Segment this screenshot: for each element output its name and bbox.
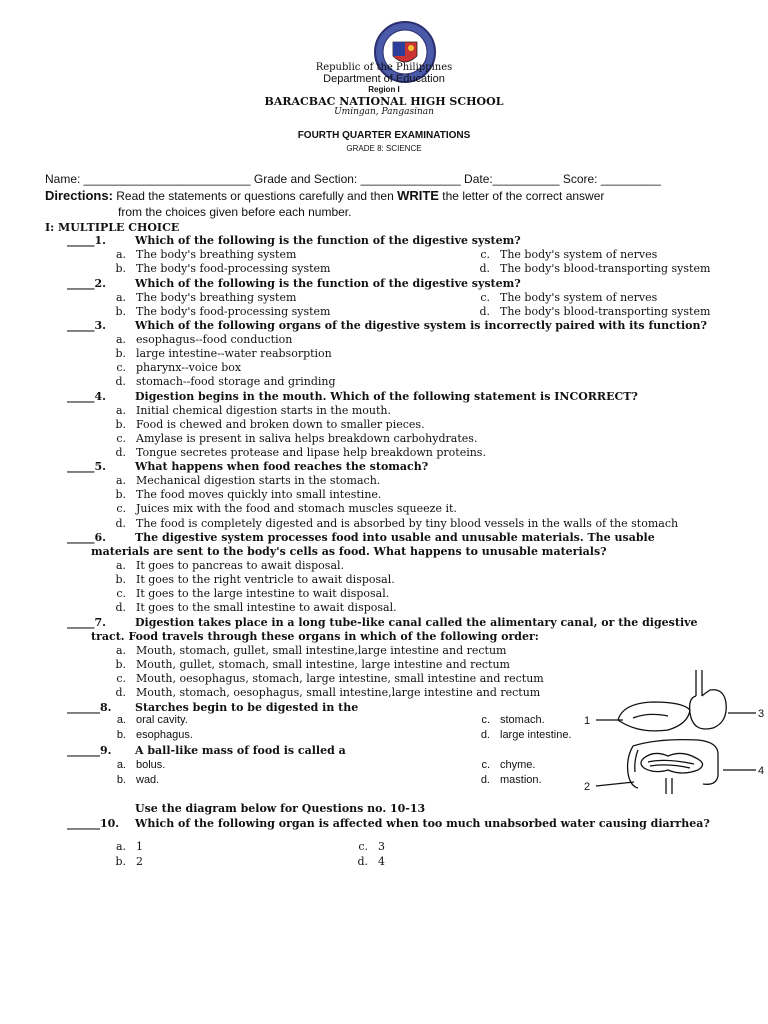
choice-letter: a.: [115, 333, 126, 346]
choice-text: esophagus.: [136, 729, 193, 741]
question-text: Which of the following organ is affected when too much unabsorbed water causing diarrhea?: [135, 817, 710, 830]
choice-letter: d.: [115, 686, 126, 699]
choice-letter: d.: [480, 774, 490, 786]
choice-text: The body's blood-transporting system: [500, 305, 711, 318]
choice: [344, 855, 385, 868]
student-info-line: [45, 172, 661, 186]
choice-letter: c.: [116, 361, 126, 374]
choice-text: Initial chemical digestion starts in the mouth.: [136, 404, 391, 417]
choice-text: It goes to pancreas to await disposal.: [136, 559, 345, 572]
choice-letter: d.: [115, 375, 126, 388]
question-text: Which of the following is the function of the digestive system?: [135, 277, 521, 290]
choice-letter: b.: [115, 305, 126, 318]
question-4: [67, 390, 638, 403]
answer-blank[interactable]: _____4.: [67, 390, 106, 403]
choice: [102, 644, 506, 657]
answer-blank[interactable]: ______10.: [67, 817, 120, 830]
choice-letter: a.: [116, 759, 126, 771]
choice: [102, 305, 330, 318]
score-field[interactable]: Score: _________: [562, 172, 661, 186]
choice-letter: b.: [116, 729, 126, 741]
choice-text: 4: [378, 855, 385, 868]
choice: [102, 488, 381, 501]
choice-letter: c.: [480, 291, 490, 304]
question-text: Digestion begins in the mouth. Which of the following statement is INCORRECT?: [135, 390, 638, 403]
directions: [45, 188, 604, 203]
question-text: A ball-like mass of food is called a: [135, 744, 346, 757]
choice-text: Tongue secretes protease and lipase help breakdown proteins.: [136, 446, 486, 459]
choice-text: The food is completely digested and is absorbed by tiny blood vessels in the walls of the stomach: [136, 517, 679, 530]
choice-letter: b.: [115, 262, 126, 275]
choice-letter: b.: [115, 658, 126, 671]
choice-letter: c.: [116, 587, 126, 600]
choice: [344, 840, 385, 853]
name-field[interactable]: Name: _________________________: [45, 172, 254, 186]
choice-text: stomach--food storage and grinding: [136, 375, 336, 388]
choice: [466, 248, 657, 261]
choice-letter: b.: [115, 347, 126, 360]
choice-letter: a.: [116, 714, 126, 726]
choice-letter: b.: [115, 488, 126, 501]
grade-subject: GRADE 8: SCIENCE: [346, 144, 422, 153]
choice-text: Food is chewed and broken down to smaller pieces.: [136, 418, 425, 431]
choice-text: The body's blood-transporting system: [500, 262, 711, 275]
choice-text: large intestine.: [500, 729, 572, 741]
question-10: [67, 817, 710, 830]
choice: [102, 262, 330, 275]
choice-text: large intestine--water reabsorption: [136, 347, 332, 360]
choice: [102, 855, 143, 868]
school-address: Umingan, Pangasinan: [334, 107, 434, 117]
choice-letter: c.: [116, 672, 126, 685]
school-name: BARACBAC NATIONAL HIGH SCHOOL: [264, 95, 504, 108]
choice-letter: a.: [115, 404, 126, 417]
question-6-line-2: materials are sent to the body's cells as food. What happens to unusable materials?: [91, 545, 607, 558]
stomach-shape: [690, 690, 727, 729]
choice-text: It goes to the right ventricle to await disposal.: [136, 573, 395, 586]
choice-letter: d.: [479, 262, 490, 275]
choice: [102, 714, 188, 726]
choice-letter: c.: [481, 714, 490, 726]
answer-blank[interactable]: ______9.: [67, 744, 112, 757]
choice: [102, 375, 336, 388]
choice: [102, 291, 296, 304]
choice: [466, 729, 572, 741]
choice-text: The body's food-processing system: [136, 262, 331, 275]
directions-write: WRITE: [397, 188, 439, 203]
directions-text: Read the statements or questions carefully and then: [112, 189, 398, 203]
answer-blank[interactable]: _____7.: [67, 616, 106, 629]
choice: [466, 759, 535, 771]
choice-text: Mouth, stomach, gullet, small intestine,large intestine and rectum: [136, 644, 507, 657]
question-text: Digestion takes place in a long tube-like canal called the alimentary canal, or the digestive: [135, 616, 698, 629]
choice-text: Mouth, oesophagus, stomach, large intestine, small intestine and rectum: [136, 672, 544, 685]
choice-letter: a.: [115, 291, 126, 304]
choice: [102, 658, 510, 671]
leader-line-2: [596, 782, 634, 786]
choice-text: oral cavity.: [136, 714, 188, 726]
choice-text: Mechanical digestion starts in the stomach.: [136, 474, 381, 487]
question-text: Starches begin to be digested in the: [135, 701, 359, 714]
choice-letter: d.: [357, 855, 368, 868]
choice-letter: d.: [115, 446, 126, 459]
choice-letter: c.: [116, 432, 126, 445]
choice: [102, 587, 389, 600]
answer-blank[interactable]: ______8.: [67, 701, 112, 714]
choice-letter: a.: [115, 248, 126, 261]
choice: [102, 573, 395, 586]
choice: [102, 248, 296, 261]
choice-text: The body's food-processing system: [136, 305, 331, 318]
answer-blank[interactable]: _____6.: [67, 531, 106, 544]
question-text: The digestive system processes food into usable and unusable materials. The usable: [135, 531, 655, 544]
choice-text: 2: [136, 855, 143, 868]
choice: [102, 601, 397, 614]
choice-letter: b.: [115, 855, 126, 868]
choice: [102, 759, 165, 771]
choice: [466, 305, 710, 318]
choice-text: The body's breathing system: [136, 248, 297, 261]
choice: [102, 432, 477, 445]
department-line: Department of Education: [323, 73, 445, 85]
choice-text: pharynx--voice box: [136, 361, 242, 374]
choice-letter: a.: [115, 840, 126, 853]
choice: [102, 418, 425, 431]
question-7: [67, 616, 698, 629]
choice: [102, 347, 332, 360]
choice-letter: c.: [116, 502, 126, 515]
choice-text: mastion.: [500, 774, 542, 786]
question-8: [67, 701, 358, 714]
choice-text: esophagus--food conduction: [136, 333, 293, 346]
choice: [102, 686, 540, 699]
choice-letter: d.: [479, 305, 490, 318]
choice: [466, 774, 542, 786]
choice: [466, 262, 710, 275]
answer-blank[interactable]: _____5.: [67, 460, 106, 473]
choice-letter: b.: [116, 774, 126, 786]
diagram-label-4: 4: [758, 765, 765, 777]
choice: [102, 774, 159, 786]
answer-blank[interactable]: _____2.: [67, 277, 106, 290]
choice-text: Mouth, stomach, oesophagus, small intestine,large intestine and rectum: [136, 686, 541, 699]
choice-letter: c.: [481, 759, 490, 771]
diagram-note: Use the diagram below for Questions no. 10-13: [135, 802, 426, 815]
choice-letter: a.: [115, 644, 126, 657]
choice-text: The food moves quickly into small intestine.: [136, 488, 382, 501]
diagram-label-2: 2: [584, 781, 591, 793]
choice-letter: a.: [115, 559, 126, 572]
choice: [102, 502, 457, 515]
liver-shape: [618, 702, 690, 731]
choice: [466, 714, 545, 726]
question-5: [67, 460, 428, 473]
choice-text: It goes to the small intestine to await disposal.: [136, 601, 397, 614]
directions-line-2: from the choices given before each number.: [118, 205, 352, 219]
choice-letter: d.: [480, 729, 490, 741]
choice: [102, 333, 292, 346]
choice-text: bolus.: [136, 759, 166, 771]
choice-text: chyme.: [500, 759, 536, 771]
choice: [102, 729, 193, 741]
date-field[interactable]: Date:__________: [464, 172, 563, 186]
choice-letter: b.: [115, 418, 126, 431]
choice-text: Amylase is present in saliva helps breakdown carbohydrates.: [136, 432, 478, 445]
directions-text-2: the letter of the correct answer: [438, 189, 605, 203]
question-9: [67, 744, 346, 757]
choice: [466, 291, 657, 304]
choice: [102, 672, 544, 685]
choice: [102, 517, 678, 530]
question-text: Which of the following organs of the digestive system is incorrectly paired with its function?: [135, 319, 707, 332]
diagram-label-3: 3: [758, 708, 765, 720]
answer-blank[interactable]: _____3.: [67, 319, 106, 332]
section-title: I: MULTIPLE CHOICE: [45, 221, 180, 234]
directions-label: Directions:: [45, 188, 113, 203]
choice-text: wad.: [136, 774, 160, 786]
question-1: [67, 234, 521, 247]
choice: [102, 446, 486, 459]
choice: [102, 474, 380, 487]
choice-text: It goes to the large intestine to wait disposal.: [136, 587, 390, 600]
question-text: Which of the following is the function of the digestive system?: [135, 234, 521, 247]
diagram-label-1: 1: [584, 715, 591, 727]
region-line: Region I: [368, 85, 400, 94]
grade-section-field[interactable]: Grade and Section: _______________: [253, 172, 465, 186]
choice-letter: d.: [115, 601, 126, 614]
choice-text: The body's breathing system: [136, 291, 297, 304]
question-2: [67, 277, 521, 290]
choice: [102, 404, 391, 417]
choice-letter: d.: [115, 517, 126, 530]
choice-letter: c.: [480, 248, 490, 261]
choice-text: 3: [378, 840, 385, 853]
choice: [102, 361, 241, 374]
question-6: [67, 531, 655, 544]
choice-letter: a.: [115, 474, 126, 487]
choice: [102, 559, 344, 572]
digestive-system-diagram: [578, 668, 768, 798]
choice-text: 1: [136, 840, 143, 853]
choice-letter: b.: [115, 573, 126, 586]
exam-title: FOURTH QUARTER EXAMINATIONS: [297, 130, 471, 141]
question-text: What happens when food reaches the stomach?: [135, 460, 429, 473]
choice-text: The body's system of nerves: [500, 248, 658, 261]
question-3: [67, 319, 707, 332]
choice-letter: c.: [358, 840, 368, 853]
choice-text: Mouth, gullet, stomach, small intestine, large intestine and rectum: [136, 658, 510, 671]
choice-text: stomach.: [500, 714, 545, 726]
question-7-line-2: tract. Food travels through these organs in which of the following order:: [91, 630, 539, 643]
choice: [102, 840, 143, 853]
republic-line: Republic of the Philippines: [315, 62, 453, 73]
choice-text: The body's system of nerves: [500, 291, 658, 304]
choice-text: Juices mix with the food and stomach muscles squeeze it.: [136, 502, 457, 515]
answer-blank[interactable]: _____1.: [67, 234, 106, 247]
